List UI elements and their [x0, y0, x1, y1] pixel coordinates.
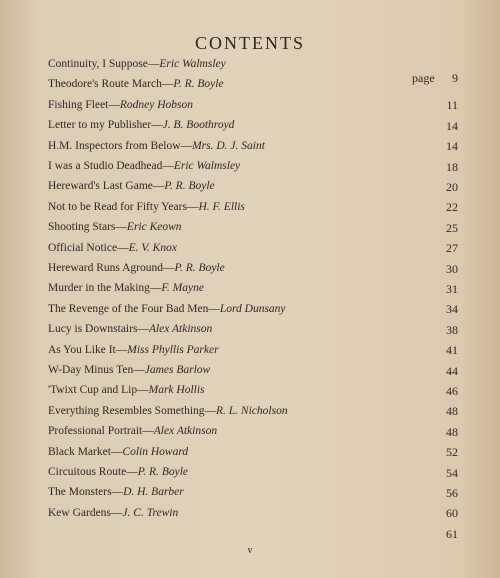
toc-entry: [48, 466, 188, 478]
entry-dash: —: [186, 200, 199, 213]
entry-dash: —: [110, 445, 123, 458]
entry-dash: —: [204, 404, 217, 417]
entry-title: Fishing Fleet: [48, 98, 109, 111]
entry-author: Lord Dunsany: [219, 302, 286, 315]
entry-title: As You Like It: [48, 343, 116, 356]
toc-entry: [48, 119, 234, 131]
entry-author: James Barlow: [144, 364, 211, 376]
entry-author: D. H. Barber: [123, 486, 184, 499]
entry-page-number: 18: [446, 159, 458, 174]
entry-page-number: 22: [446, 200, 458, 215]
entry-title: The Monsters: [48, 486, 112, 499]
toc-entry: [48, 405, 288, 417]
entry-title: Murder in the Making: [48, 282, 150, 295]
entry-dash: —: [126, 466, 138, 478]
entry-dash: —: [147, 58, 160, 70]
entry-dash: —: [142, 425, 154, 438]
entry-dash: —: [151, 119, 163, 132]
toc-entry: [48, 425, 217, 437]
entry-page-number: 48: [446, 404, 458, 419]
entry-title: Lucy is Downstairs: [48, 323, 138, 336]
toc-entry: [48, 221, 182, 233]
entry-title: The Revenge of the Four Bad Men: [48, 302, 209, 315]
entry-title: 'Twixt Cup and Lip: [48, 384, 138, 397]
entry-page-number: 61: [446, 526, 458, 541]
folio-number: v: [247, 545, 253, 556]
entry-dash: —: [115, 343, 128, 356]
entry-author: J. B. Boothroyd: [162, 119, 235, 132]
entry-page-number: 41: [446, 343, 458, 358]
entry-dash: —: [115, 221, 127, 234]
entry-page-number: 60: [446, 506, 458, 521]
entry-page-number: 14: [446, 118, 458, 133]
toc-entry: [48, 242, 177, 254]
entry-title: Hereward Runs Aground: [48, 262, 163, 274]
entry-title: Shooting Stars: [48, 221, 116, 234]
entry-dash: —: [110, 506, 123, 519]
toc-entry: [48, 140, 265, 152]
entry-author: Rodney Hobson: [119, 98, 194, 111]
entry-dash: —: [161, 78, 174, 91]
entry-dash: —: [162, 160, 174, 172]
entry-author: P. R. Boyle: [174, 262, 225, 274]
toc-entry: [48, 344, 219, 356]
entry-page-number: 11: [446, 98, 458, 113]
entry-title: Kew Gardens: [48, 506, 111, 519]
toc-entry: [48, 78, 224, 90]
toc-entry: [48, 364, 210, 376]
entry-title: Circuitous Route: [48, 466, 127, 478]
entry-author: E. V. Knox: [128, 241, 177, 254]
toc-entry: [48, 180, 215, 192]
entry-title: I was a Studio Deadhead: [48, 160, 163, 172]
entry-title: Professional Portrait: [48, 425, 143, 438]
entry-dash: —: [137, 384, 149, 397]
entry-author: Eric Keown: [126, 221, 182, 234]
entry-dash: —: [133, 364, 145, 376]
toc-entry: [48, 201, 245, 213]
entry-page-number: 30: [446, 261, 458, 276]
entry-page-number: 27: [446, 241, 458, 256]
entry-author: R. L. Nicholson: [216, 404, 288, 417]
entry-page-number: 20: [446, 180, 458, 194]
entry-page-number: 9: [452, 71, 458, 85]
entry-dash: —: [180, 139, 193, 152]
entry-title: H.M. Inspectors from Below: [48, 139, 181, 152]
entry-author: F. Mayne: [161, 282, 204, 295]
toc-entry: [48, 446, 188, 458]
entry-author: Mark Hollis: [148, 384, 205, 397]
entry-author: J. C. Trewin: [122, 506, 179, 519]
entry-page-number: 44: [446, 363, 458, 378]
entry-page-number: 31: [446, 282, 458, 296]
entry-page-number: 14: [446, 139, 458, 154]
toc-entry: [48, 160, 240, 172]
entry-page-number: 54: [446, 465, 458, 480]
entry-page-number: 38: [446, 322, 458, 337]
entry-page-number: 25: [446, 220, 458, 235]
entry-page-number: 46: [446, 384, 458, 398]
entry-page-number: 52: [446, 445, 458, 460]
entry-author: P. R. Boyle: [173, 78, 224, 91]
toc-entry: [48, 58, 226, 70]
entry-author: Colin Howard: [122, 445, 189, 458]
entry-title: Everything Resembles Something: [48, 404, 205, 417]
entry-page-number: 48: [446, 424, 458, 439]
toc-entry: [48, 303, 286, 315]
entry-author: Alex Atkinson: [148, 323, 213, 336]
entry-author: Mrs. D. J. Saint: [192, 139, 265, 152]
entry-author: Eric Walmsley: [173, 160, 241, 172]
entry-author: P. R. Boyle: [137, 466, 189, 478]
entry-dash: —: [152, 180, 165, 193]
entry-title: Not to be Read for Fifty Years: [48, 200, 187, 213]
entry-title: Continuity, I Suppose: [48, 58, 148, 70]
page-title: CONTENTS: [195, 33, 305, 53]
entry-dash: —: [208, 302, 220, 315]
entry-title: Official Notice: [48, 241, 118, 254]
entry-author: Eric Walmsley: [159, 58, 226, 70]
page-column-label: page: [412, 71, 435, 85]
entry-dash: —: [111, 486, 124, 499]
entry-author: Miss Phyllis Parker: [127, 343, 219, 356]
toc-entry: [48, 282, 204, 294]
entry-author: P. R. Boyle: [164, 180, 215, 193]
toc-entry: [48, 262, 225, 274]
toc-entry: [48, 486, 184, 498]
entry-dash: —: [162, 262, 175, 274]
entry-title: Letter to my Publisher: [48, 119, 152, 132]
entry-title: Black Market: [48, 445, 111, 458]
entry-page-number: 34: [446, 302, 458, 317]
entry-author: Alex Atkinson: [153, 425, 218, 438]
entry-dash: —: [137, 323, 149, 336]
toc-entry: [48, 323, 212, 335]
entry-page-number: 56: [446, 486, 458, 500]
entry-dash: —: [149, 282, 162, 295]
toc-entry: [48, 384, 205, 396]
entry-author: H. F. Ellis: [198, 200, 245, 213]
entry-dash: —: [117, 241, 129, 254]
entry-title: Hereward's Last Game: [48, 180, 153, 193]
entry-title: Theodore's Route March: [48, 78, 162, 91]
toc-entry: [48, 99, 193, 111]
entry-title: W-Day Minus Ten: [48, 364, 134, 376]
toc-entry: [48, 507, 178, 519]
entry-dash: —: [108, 98, 120, 111]
